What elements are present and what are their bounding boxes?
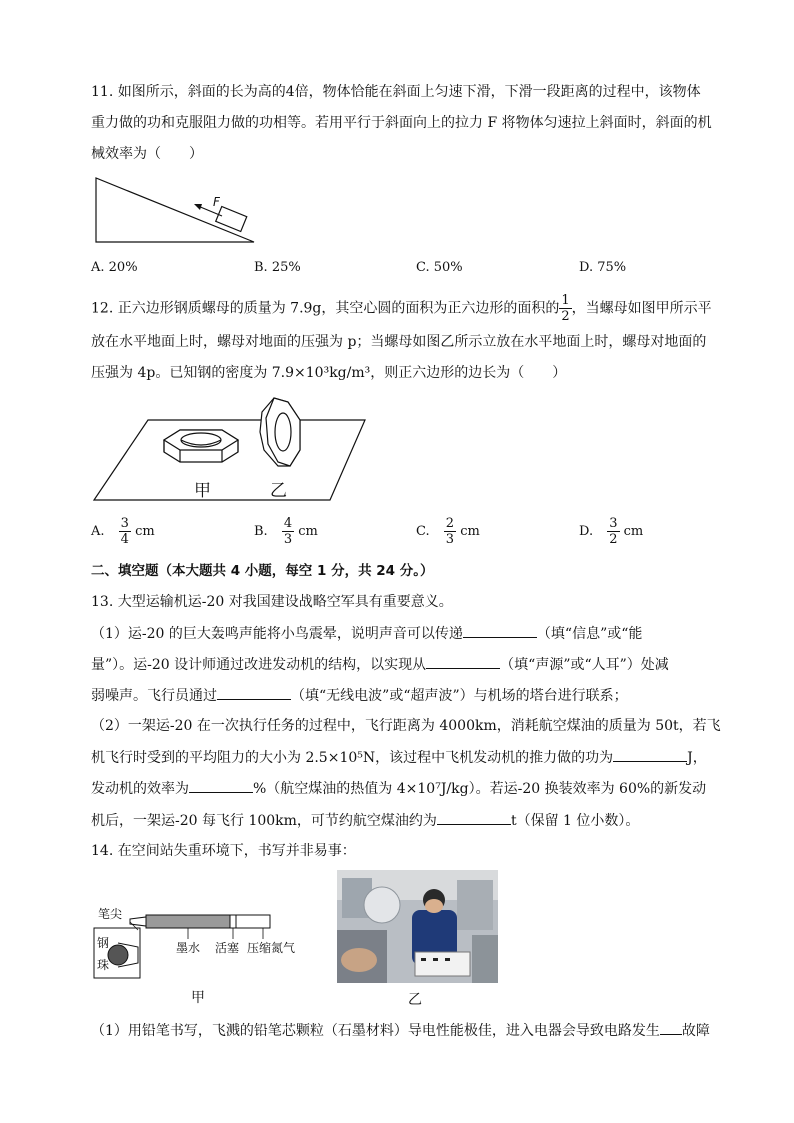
blank-13-1[interactable] bbox=[463, 623, 537, 638]
q13-p1-b: （填“信息”或“能 bbox=[536, 626, 643, 642]
q12-option-c-letter: C. bbox=[416, 524, 430, 539]
astronaut-photo bbox=[337, 870, 498, 983]
q13-p2-line-1: （2）一架运-20 在一次执行任务的过程中，飞行距离为 4000km，消耗航空煤油的质量为 50t，若飞 bbox=[91, 718, 721, 734]
q14-intro: 14. 在空间站失重环境下，书写并非易事： bbox=[91, 843, 356, 859]
q13-p2-line-4 bbox=[91, 810, 639, 831]
q11-line-2: 重力做的功和克服阻力做的功相等。若用平行于斜面向上的拉力 F 将物体匀速拉上斜面时，斜面的机 bbox=[91, 115, 712, 131]
q11-option-c: C. 50% bbox=[416, 260, 463, 275]
q12-label-jia: 甲 bbox=[194, 481, 211, 501]
q12-option-d bbox=[579, 516, 643, 547]
q12-option-b-num: 4 bbox=[283, 516, 293, 531]
q12-option-b-unit: cm bbox=[298, 524, 318, 539]
q12-fraction bbox=[559, 293, 571, 324]
q11-option-d: D. 75% bbox=[579, 260, 627, 275]
incline-diagram bbox=[90, 172, 260, 247]
nut-diagram bbox=[90, 392, 370, 504]
pen-piston bbox=[230, 915, 236, 928]
q12-option-b-frac bbox=[282, 516, 294, 547]
q12-option-a-unit: cm bbox=[135, 524, 155, 539]
ink-label: 墨水 bbox=[176, 941, 201, 955]
q12-option-d-den: 2 bbox=[609, 532, 618, 547]
q12-option-d-num: 3 bbox=[609, 516, 618, 531]
q11-line-3: 械效率为（ ） bbox=[91, 146, 203, 162]
q12-line-3: 压强为 4p。已知钢的密度为 7.9×10³kg/m³，则正六边形的边长为（ ） bbox=[91, 365, 567, 381]
q13-p2-b: 机飞行时受到的平均阻力的大小为 2.5×10⁵N，该过程中飞机发动机的推力做的功为 bbox=[91, 750, 614, 766]
q11-option-b: B. 25% bbox=[254, 260, 301, 275]
standing-nut bbox=[260, 398, 300, 466]
blank-13-6[interactable] bbox=[437, 810, 511, 825]
q12-label-yi: 乙 bbox=[270, 481, 287, 501]
q13-p1-f: （填“无线电波”或“超声波”）与机场的塔台进行联系； bbox=[291, 688, 628, 704]
q12-option-c-den: 3 bbox=[445, 532, 455, 547]
q13-p1-c: 量”）。运-20 设计师通过改进发动机的结构，以实现从 bbox=[91, 657, 427, 673]
pen-ink-section bbox=[146, 915, 230, 928]
q13-p2-d: 机后，一架运-20 每飞行 100km，可节约航空煤油约为 bbox=[91, 813, 437, 829]
q12-option-b-den: 3 bbox=[283, 532, 293, 547]
gas-label: 压缩氮气 bbox=[247, 941, 296, 955]
ball-label-2: 珠 bbox=[97, 958, 110, 972]
q13-p1-e: 弱噪声。飞行员通过 bbox=[91, 688, 217, 704]
pen-tip-label: 笔尖 bbox=[98, 907, 123, 921]
q13-p2-line-2 bbox=[91, 747, 707, 768]
section-heading: 二、填空题（本大题共 4 小题，每空 1 分，共 24 分。） bbox=[91, 563, 434, 579]
q12-option-a bbox=[91, 516, 155, 547]
q14-label-jia: 甲 bbox=[191, 990, 205, 1006]
q13-p1-d: （填“声源”或“人耳”）处减 bbox=[500, 657, 669, 673]
steel-ball bbox=[108, 945, 128, 965]
q12-line-1-a: 12. 正六边形钢质螺母的质量为 7.9g，其空心圆的面积为正六边形的面积的 bbox=[91, 300, 560, 317]
q13-p1-line-2 bbox=[91, 654, 669, 675]
q12-option-b-letter: B. bbox=[254, 524, 268, 539]
ball-label-1: 钢 bbox=[97, 936, 110, 950]
pen-diagram bbox=[88, 905, 313, 1010]
q12-fraction-num: 1 bbox=[561, 293, 570, 308]
q12-option-b bbox=[254, 516, 318, 547]
q13-intro: 13. 大型运输机运-20 对我国建设战略空军具有重要意义。 bbox=[91, 594, 453, 610]
q13-p1-line-3 bbox=[91, 685, 628, 706]
flat-nut bbox=[164, 430, 238, 462]
q12-option-d-letter: D. bbox=[579, 524, 594, 539]
q14-p1-line bbox=[91, 1020, 710, 1041]
q13-p2-line-3 bbox=[91, 778, 706, 799]
q12-line-1 bbox=[91, 293, 712, 324]
pen-gas-section bbox=[236, 915, 270, 928]
q13-p2-d2: t（保留 1 位小数）。 bbox=[510, 813, 640, 829]
q12-line-1-b: ，当螺母如图甲所示平 bbox=[571, 300, 712, 317]
force-arrowhead bbox=[194, 204, 202, 210]
q14-label-yi: 乙 bbox=[408, 992, 422, 1008]
piston-label: 活塞 bbox=[215, 941, 240, 955]
q12-fraction-den: 2 bbox=[561, 309, 570, 324]
blank-13-4[interactable] bbox=[613, 747, 687, 762]
q11-line-1: 11. 如图所示，斜面的长为高的4倍，物体恰能在斜面上匀速下滑，下滑一段距离的过程中，该物体 bbox=[91, 84, 701, 100]
q12-option-a-frac bbox=[119, 516, 131, 547]
blank-13-5[interactable] bbox=[189, 778, 253, 793]
q12-option-d-unit: cm bbox=[623, 524, 644, 539]
q12-option-c-frac bbox=[444, 516, 456, 547]
q12-option-a-num: 3 bbox=[120, 516, 129, 531]
q13-p2-c: 发动机的效率为 bbox=[91, 781, 189, 797]
ground-plane bbox=[94, 420, 365, 500]
q12-option-d-frac bbox=[607, 516, 619, 547]
force-label: F bbox=[213, 195, 220, 209]
q12-option-a-letter: A. bbox=[91, 524, 105, 539]
blank-13-3[interactable] bbox=[217, 685, 291, 700]
q11-option-a: A. 20% bbox=[91, 260, 138, 275]
q13-p1-a: （1）运-20 的巨大轰鸣声能将小鸟震晕，说明声音可以传递 bbox=[91, 626, 463, 642]
q14-p1-b: 故障 bbox=[681, 1023, 710, 1039]
q12-option-a-den: 4 bbox=[120, 532, 129, 547]
q12-option-c-unit: cm bbox=[460, 524, 480, 539]
q12-option-c-num: 2 bbox=[445, 516, 455, 531]
q13-p1-line-1 bbox=[91, 623, 642, 644]
q12-line-2: 放在水平地面上时，螺母对地面的压强为 p；当螺母如图乙所示立放在水平地面上时，螺母对地面的 bbox=[91, 334, 707, 350]
blank-14-1[interactable] bbox=[660, 1020, 682, 1035]
q13-p2-c2: %（航空煤油的热值为 4×10⁷J/kg）。若运-20 换装效率为 60%的新发动 bbox=[253, 781, 707, 797]
blank-13-2[interactable] bbox=[426, 654, 500, 669]
q13-p2-b2: J， bbox=[687, 750, 707, 766]
q14-p1-a: （1）用铅笔书写，飞溅的铅笔芯颗粒（石墨材料）导电性能极佳，进入电器会导致电路发生 bbox=[91, 1023, 660, 1039]
q12-option-c bbox=[416, 516, 480, 547]
